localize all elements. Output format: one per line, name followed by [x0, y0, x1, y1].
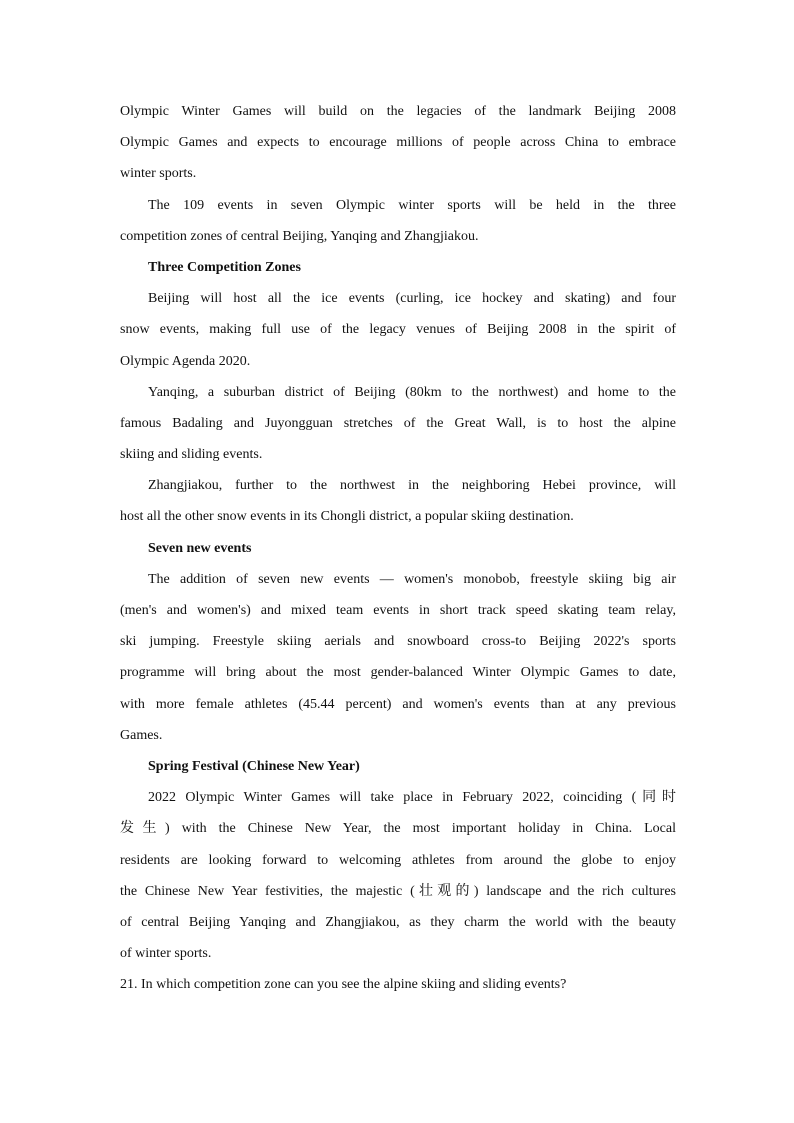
paragraph-events-count	[120, 190, 676, 252]
paragraph-beijing	[120, 283, 676, 377]
paragraph-line: Zhangjiakou, further to the northwest in the neighboring Hebei province, will	[148, 478, 676, 494]
section-heading-spring-festival: Spring Festival (Chinese New Year)	[148, 758, 360, 774]
paragraph-line: host all the other snow events in its Chongli district, a popular skiing destination.	[120, 509, 574, 525]
paragraph-line: programme will bring about the most gender-balanced Winter Olympic Games to date,	[120, 665, 676, 681]
paragraph-line: The addition of seven new events — women's monobob, freestyle skiing big air	[148, 571, 676, 587]
paragraph-line: snow events, making full use of the legacy venues of Beijing 2008 in the spirit of	[120, 322, 676, 338]
paragraph-line: Games.	[120, 727, 163, 743]
paragraph-yanqing	[120, 377, 676, 471]
section-heading-three-competition-zones: Three Competition Zones	[148, 259, 301, 275]
section-heading-seven-new-events: Seven new events	[148, 540, 252, 556]
paragraph-line: residents are looking forward to welcoming athletes from around the globe to enjoy	[120, 852, 676, 868]
paragraph-legacy	[120, 96, 676, 190]
paragraph-line: Olympic Winter Games will build on the legacies of the landmark Beijing 2008	[120, 104, 676, 119]
paragraph-zhangjiakou	[120, 470, 676, 532]
paragraph-line: Yanqing, a suburban district of Beijing (80km to the northwest) and home to the	[148, 384, 676, 400]
question-number: 21.	[120, 977, 138, 993]
paragraph-line: (men's and women's) and mixed team events in short track speed skating team relay,	[120, 603, 676, 618]
question-text: In which competition zone can you see the alpine skiing and sliding events?	[141, 977, 567, 993]
paragraph-new-events	[120, 564, 676, 751]
paragraph-line: ski jumping. Freestyle skiing aerials and snowboard cross-to Beijing 2022's sports	[120, 634, 676, 650]
paragraph-line: 2022 Olympic Winter Games will take place in February 2022, coinciding (同时	[148, 790, 676, 806]
paragraph-line: with more female athletes (45.44 percent) and women's events than at any previous	[120, 696, 676, 712]
paragraph-line: Beijing will host all the ice events (curling, ice hockey and skating) and four	[148, 291, 676, 307]
paragraph-line: of winter sports.	[120, 946, 212, 962]
paragraph-line: winter sports.	[120, 166, 197, 182]
paragraph-line: Olympic Games and expects to encourage millions of people across China to embrace	[120, 135, 676, 151]
paragraph-line: famous Badaling and Juyongguan stretches of the Great Wall, is to host the alpine	[120, 415, 676, 431]
document-content	[120, 96, 676, 1000]
paragraph-line: 发生) with the Chinese New Year, the most important holiday in China. Local	[120, 821, 676, 837]
paragraph-line: skiing and sliding events.	[120, 447, 263, 463]
paragraph-line: of central Beijing Yanqing and Zhangjiakou, as they charm the world with the beauty	[120, 914, 676, 930]
paragraph-line: competition zones of central Beijing, Yanqing and Zhangjiakou.	[120, 228, 479, 244]
paragraph-line: the Chinese New Year festivities, the majestic (壮观的) landscape and the rich cultures	[120, 883, 676, 899]
paragraph-line: Olympic Agenda 2020.	[120, 353, 251, 369]
question-21	[120, 969, 676, 1000]
paragraph-line: The 109 events in seven Olympic winter sports will be held in the three	[148, 197, 676, 213]
paragraph-spring-festival	[120, 782, 676, 969]
